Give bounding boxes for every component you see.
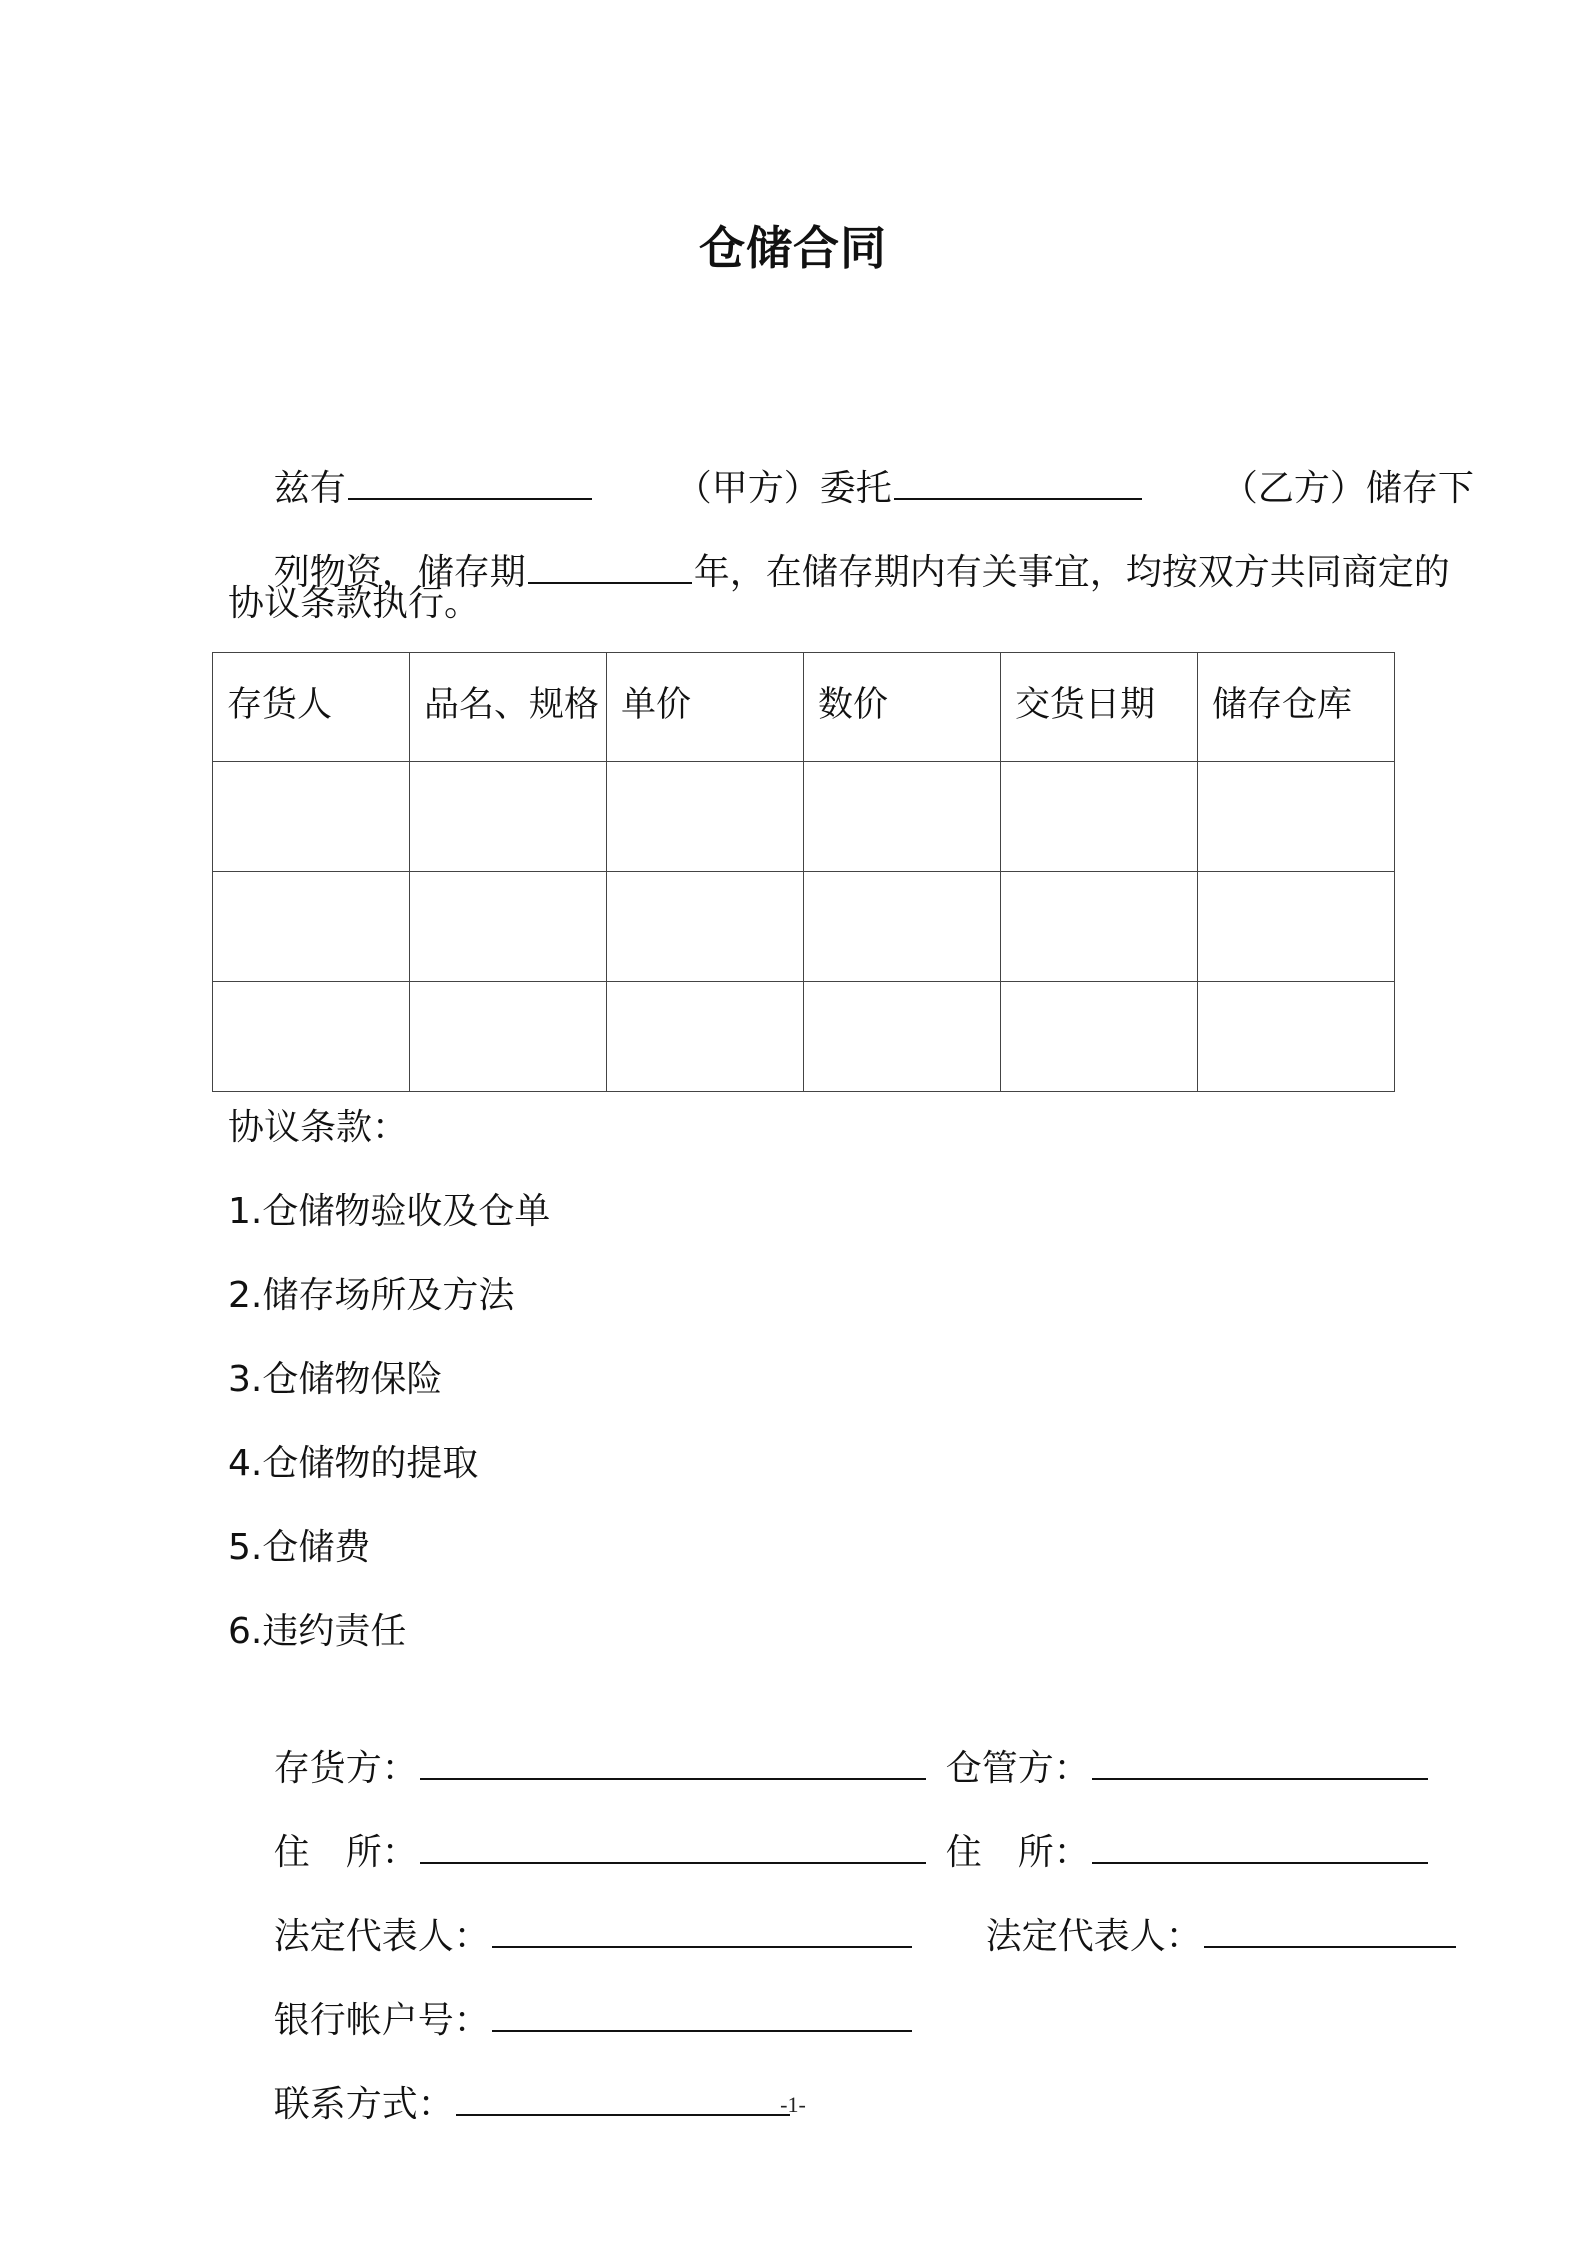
legal-rep-right-blank[interactable] — [1204, 1908, 1456, 1948]
table-cell[interactable] — [1198, 762, 1395, 872]
storage-period-prefix: 列物资，储存期 — [273, 552, 526, 593]
table-cell[interactable] — [213, 762, 410, 872]
goods-table — [212, 652, 1395, 1092]
table-cell[interactable] — [607, 762, 804, 872]
page-number: -1- — [780, 2092, 806, 2117]
depositor-label: 存货方： — [273, 1748, 418, 1789]
table-cell[interactable] — [213, 872, 410, 982]
table-row — [213, 872, 1395, 982]
contact-label: 联系方式： — [273, 2084, 454, 2125]
table-row — [213, 982, 1395, 1092]
bank-account-blank[interactable] — [492, 1992, 912, 2032]
party-b-blank[interactable] — [894, 460, 1142, 500]
storage-period-blank[interactable] — [528, 544, 692, 584]
term-item: 1.仓储物验收及仓单 — [228, 1191, 551, 1232]
intro-prefix: 兹有 — [273, 468, 346, 509]
header-unit-price: 单价 — [607, 653, 804, 762]
party-b-label: （乙方）储存下 — [1221, 468, 1474, 509]
table-cell[interactable] — [804, 872, 1001, 982]
depositor-blank[interactable] — [420, 1740, 926, 1780]
terms-heading: 协议条款： — [228, 1107, 409, 1148]
table-cell[interactable] — [410, 982, 607, 1092]
table-header-row — [213, 653, 1395, 762]
address-right-label: 住 所： — [945, 1832, 1090, 1873]
warehouse-label: 仓管方： — [945, 1748, 1090, 1789]
warehouse-blank[interactable] — [1092, 1740, 1428, 1780]
table-cell[interactable] — [804, 762, 1001, 872]
term-item: 4.仓储物的提取 — [228, 1443, 479, 1484]
table-cell[interactable] — [410, 872, 607, 982]
legal-rep-left-blank[interactable] — [492, 1908, 912, 1948]
address-left-label: 住 所： — [273, 1832, 418, 1873]
term-item: 5.仓储费 — [228, 1527, 371, 1568]
address-left-blank[interactable] — [420, 1824, 926, 1864]
table-cell[interactable] — [607, 872, 804, 982]
table-cell[interactable] — [213, 982, 410, 1092]
header-depositor: 存货人 — [213, 653, 410, 762]
legal-rep-right-label: 法定代表人： — [985, 1916, 1202, 1957]
table-cell[interactable] — [410, 762, 607, 872]
signature-row-bank — [228, 1944, 914, 2041]
address-right-blank[interactable] — [1092, 1824, 1428, 1864]
table-cell[interactable] — [804, 982, 1001, 1092]
term-item: 6.违约责任 — [228, 1611, 407, 1652]
intro-line-1 — [228, 412, 1474, 509]
header-product-spec: 品名、规格 — [410, 653, 607, 762]
header-warehouse: 储存仓库 — [1198, 653, 1395, 762]
signature-row-contact — [228, 2028, 792, 2125]
signature-row-parties — [228, 1692, 1430, 1789]
table-cell[interactable] — [1001, 982, 1198, 1092]
intro-line-3: 协议条款执行。 — [228, 583, 481, 624]
party-a-blank[interactable] — [348, 460, 592, 500]
header-delivery-date: 交货日期 — [1001, 653, 1198, 762]
table-cell[interactable] — [1198, 982, 1395, 1092]
document-title: 仓储合同 — [699, 221, 887, 275]
table-cell[interactable] — [607, 982, 804, 1092]
table-cell[interactable] — [1198, 872, 1395, 982]
storage-period-suffix: 年，在储存期内有关事宜，均按双方共同商定的 — [693, 552, 1450, 593]
signature-row-address — [228, 1776, 1430, 1873]
legal-rep-left-label: 法定代表人： — [273, 1916, 490, 1957]
term-item: 3.仓储物保险 — [228, 1359, 443, 1400]
party-a-label: （甲方）委托 — [675, 468, 892, 509]
table-row — [213, 762, 1395, 872]
intro-line-2 — [228, 496, 1450, 593]
table-cell[interactable] — [1001, 762, 1198, 872]
bank-account-label: 银行帐户号： — [273, 2000, 490, 2041]
term-item: 2.储存场所及方法 — [228, 1275, 515, 1316]
signature-row-legal-rep — [228, 1860, 1458, 1957]
header-quantity: 数价 — [804, 653, 1001, 762]
table-cell[interactable] — [1001, 872, 1198, 982]
